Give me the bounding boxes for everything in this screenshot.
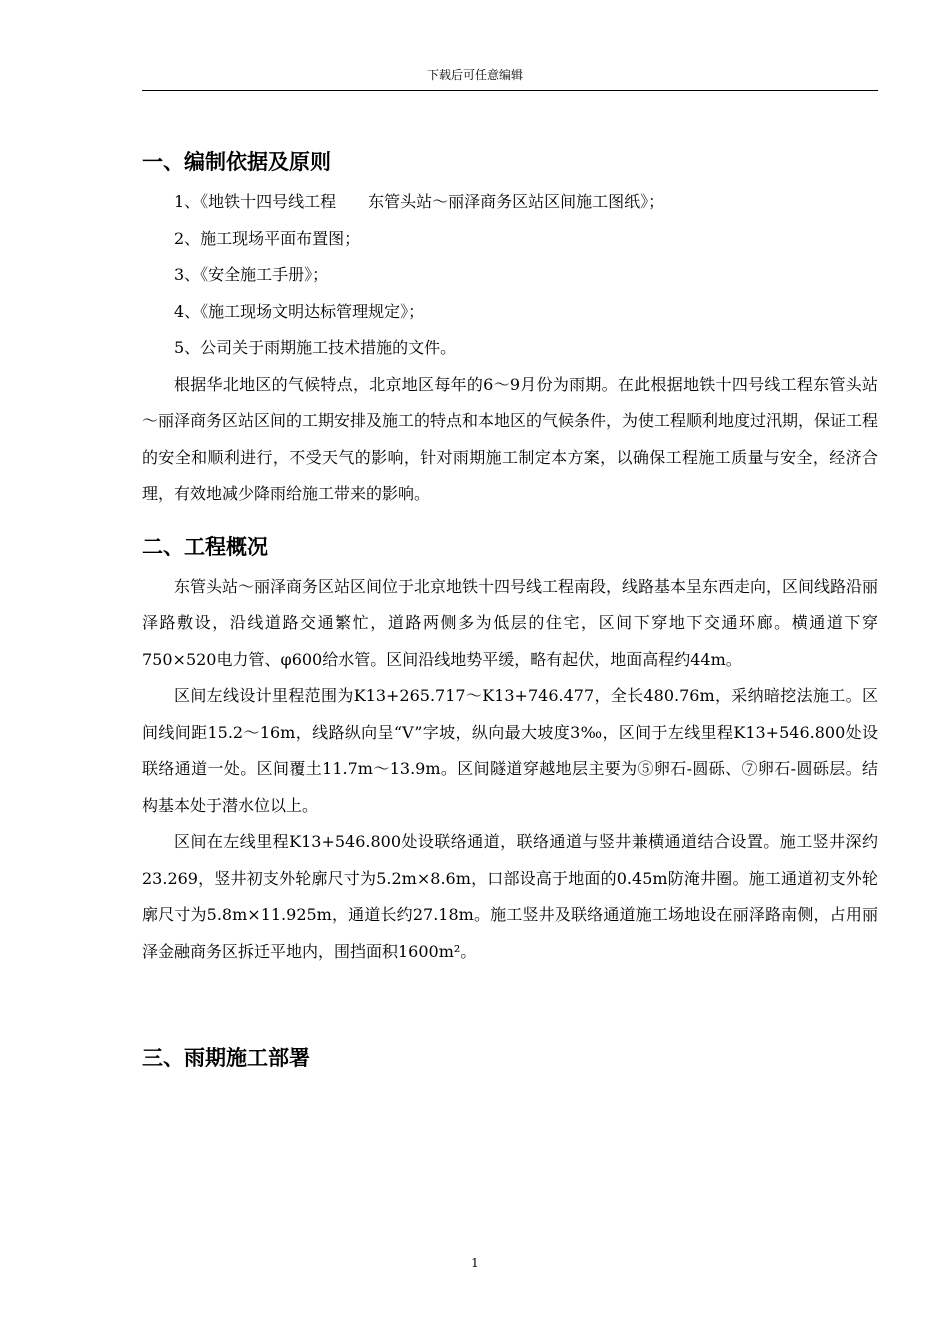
page-header: 下载后可任意编辑 [426,68,523,82]
basis-item-3: 3、《安全施工手册》； [174,265,329,284]
spacer [142,513,878,525]
page-number: 1 [471,1256,479,1270]
section-title-2: 二、工程概况 [142,534,268,559]
overview-paragraph-3: 区间在左线里程K13+546.800处设联络通道，联络通道与竖井兼横通道结合设置。施工竖井深约23.269，竖井初支外轮廓尺寸为5.2m×8.6m，口部设高于地面的0.45m防淹井圈。施工通道初支外轮廓尺寸为5.8m×11.925m，通道长约27.18m。施工竖井及联络通道施工场地设在丽泽路南侧，占用丽泽金融商务区拆迁平地内，围挡面积1600m²。 [142,832,878,961]
section-title-1: 一、编制依据及原则 [142,150,331,174]
overview-paragraph-1: 东管头站～丽泽商务区站区间位于北京地铁十四号线工程南段，线路基本呈东西走向，区间线路沿丽泽路敷设，沿线道路交通繁忙，道路两侧多为低层的住宅，区间下穿地下交通环廊。横通道下穿750×520电力管、φ600给水管。区间沿线地势平缓，略有起伏，地面高程约44m。 [142,576,879,669]
basis-paragraph: 根据华北地区的气候特点，北京地区每年的6～9月份为雨期。在此根据地铁十四号线工程东管头站～丽泽商务区站区间的工期安排及施工的特点和本地区的气候条件，为使工程顺利地度过汛期，保证工程的安全和顺利进行，不受天气的影响，针对雨期施工制定本方案，以确保工程施工质量与安全，经济合理，有效地减少降雨给施工带来的影响。 [142,374,879,503]
basis-item-4: 4、《施工现场文明达标管理规定》； [174,301,425,321]
basis-item-2: 2、施工现场平面布置图； [174,228,361,248]
overview-paragraph-2: 区间左线设计里程范围为K13+265.717～K13+746.477，全长480.76m，采纳暗挖法施工。区间线间距15.2～16m，线路纵向呈“V”字坡，纵向最大坡度3‰，区间于左线里程K13+546.800处设联络通道一处。区间覆土11.7m～13.9m。区间隧道穿越地层主要为⑤卵石-圆砾、⑦卵石-圆砾层。结构基本处于潜水位以上。 [142,686,878,815]
basis-item-1: 1、《地铁十四号线工程 东管头站～丽泽商务区站区间施工图纸》； [174,192,665,211]
section-title-3: 三、雨期施工部署 [142,1046,310,1070]
document-body [142,140,878,1080]
spacer [142,970,878,1036]
basis-item-5: 5、公司关于雨期施工技术措施的文件。 [174,338,457,357]
header-divider [142,90,878,91]
